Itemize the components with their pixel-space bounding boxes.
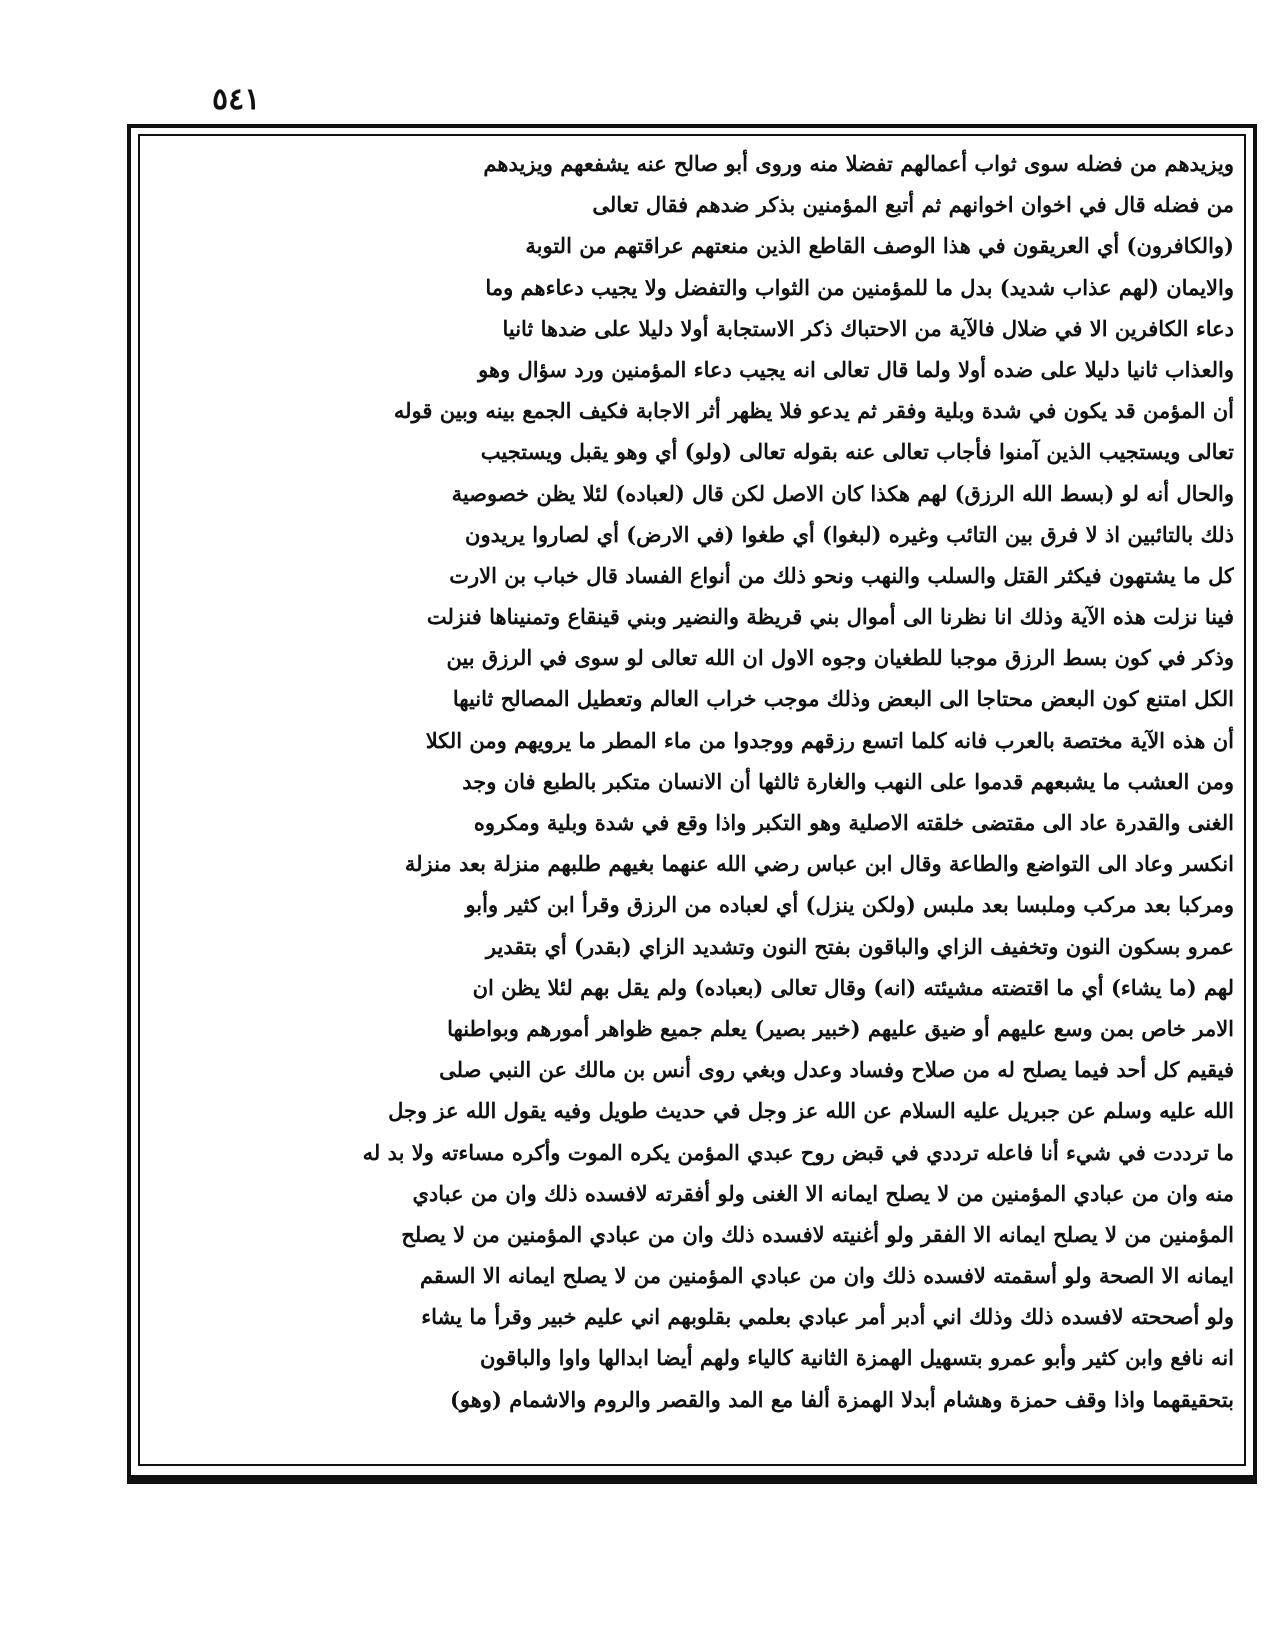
text-line: ومن العشب ما يشبعهم قدموا على النهب والغارة ثالثها أن الانسان متكبر بالطبع فان وجد bbox=[462, 768, 1234, 794]
text-line: الكل امتنع كون البعض محتاجا الى البعض وذلك موجب خراب العالم وتعطيل المصالح ثانيها bbox=[452, 686, 1234, 712]
text-line: الغنى والقدرة عاد الى مقتضى خلقته الاصلية وهو التكبر واذا وقع في شدة وبلية ومكروه bbox=[473, 810, 1234, 835]
text-line: والعذاب ثانيا دليلا على ضده أولا ولما قال تعالى انه يجيب دعاء المؤمنين ورد سؤال وهو bbox=[478, 356, 1234, 382]
text-line: الله عليه وسلم عن جبريل عليه السلام عن الله عز وجل في حديث طويل وفيه يقول الله عز وجل bbox=[388, 1098, 1234, 1124]
text-line: انكسر وعاد الى التواضع والطاعة وقال ابن عباس رضي الله عنهما بغيهم طلبهم منزلة بعد منزلة bbox=[404, 851, 1234, 877]
text-line: ما ترددت في شيء أنا فاعله ترددي في قبض روح عبدي المؤمن يكره الموت وأكره مساءته ولا بد له bbox=[362, 1139, 1234, 1165]
page-number: ٥٤١ bbox=[212, 82, 261, 117]
text-line: عمرو بسكون النون وتخفيف الزاي والباقون بفتح النون وتشديد الزاي (بقدر) أي بتقدير bbox=[485, 933, 1234, 959]
text-line: ولو أصححته لافسده ذلك وذلك اني أدبر أمر عبادي بعلمي بقلوبهم اني عليم خبير وقرأ ما يشاء bbox=[421, 1304, 1234, 1330]
text-line: بتحقيقهما واذا وقف حمزة وهشام أبدلا الهمزة ألفا مع المد والقصر والروم والاشمام (وهو) bbox=[449, 1386, 1234, 1412]
body-text bbox=[150, 143, 1234, 1461]
text-line: ذلك بالتائبين اذ لا فرق بين التائب وغيره (لبغوا) أي طغوا (في الارض) أي لصاروا يريدون bbox=[465, 521, 1234, 547]
text-line: تعالى ويستجيب الذين آمنوا فأجاب تعالى عنه بقوله تعالى (ولو) أي وهو يقبل ويستجيب bbox=[480, 439, 1234, 465]
text-line: والايمان (لهم عذاب شديد) بدل ما للمؤمنين من الثواب والتفضل ولا يجيب دعاءهم وما bbox=[485, 274, 1234, 300]
text-line: المؤمنين من لا يصلح ايمانه الا الفقر ولو أغنيته لافسده ذلك وان من عبادي المؤمنين من لا يصلح bbox=[401, 1221, 1234, 1247]
text-line: أن المؤمن قد يكون في شدة وبلية وفقر ثم يدعو فلا يظهر أثر الاجابة فكيف الجمع بينه وبين قوله bbox=[393, 398, 1234, 424]
text-line: دعاء الكافرين الا في ضلال فالآية من الاحتباك ذكر الاستجابة أولا دليلا على ضدها ثانيا bbox=[502, 315, 1234, 341]
text-line: والحال أنه لو (بسط الله الرزق) لهم هكذا كان الاصل لكن قال (لعباده) لئلا يظن خصوصية bbox=[451, 480, 1234, 506]
page-border-bottom-rule bbox=[127, 1475, 1257, 1484]
text-line: انه نافع وابن كثير وأبو عمرو بتسهيل الهمزة الثانية كالياء ولهم أيضا ابدالها واوا والباقون bbox=[479, 1345, 1234, 1371]
text-line: لهم (ما يشاء) أي ما اقتضته مشيئته (انه) وقال تعالى (بعباده) ولم يقل بهم لئلا يظن ان bbox=[472, 974, 1234, 1000]
text-line: فينا نزلت هذه الآية وذلك انا نظرنا الى أموال بني قريظة والنضير وبني قينقاع وتمنيناها فنزلت bbox=[426, 604, 1234, 630]
text-line: الامر خاص بمن وسع عليهم أو ضيق عليهم (خبير بصير) يعلم جميع ظواهر أمورهم وبواطنها bbox=[447, 1015, 1234, 1041]
text-line: من فضله قال في اخوان اخوانهم ثم أتبع المؤمنين بذكر ضدهم فقال تعالى bbox=[592, 192, 1234, 218]
text-line: فيقيم كل أحد فيما يصلح له من صلاح وفساد وعدل وبغي روى أنس بن مالك عن النبي صلى bbox=[439, 1057, 1234, 1083]
text-line: ومركبا بعد مركب وملبسا بعد ملبس (ولكن ينزل) أي لعباده من الرزق وقرأ ابن كثير وأبو bbox=[465, 892, 1234, 918]
text-line: ويزيدهم من فضله سوى ثواب أعمالهم تفضلا منه وروى أبو صالح عنه يشفعهم ويزيدهم bbox=[483, 151, 1234, 176]
text-line: (والكافرون) أي العريقون في هذا الوصف القاطع الذين منعتهم عراقتهم من التوبة bbox=[525, 233, 1234, 259]
text-line: أن هذه الآية مختصة بالعرب فانه كلما اتسع رزقهم ووجدوا من ماء المطر ما يرويهم ومن الكلا bbox=[425, 727, 1234, 753]
text-line: وذكر في كون بسط الرزق موجبا للطغيان وجوه الاول ان الله تعالى لو سوى في الرزق بين bbox=[446, 645, 1234, 671]
text-line: منه وان من عبادي المؤمنين من لا يصلح ايمانه الا الغنى ولو أفقرته لافسده ذلك وان من عبادي bbox=[412, 1180, 1234, 1206]
text-line: ايمانه الا الصحة ولو أسقمته لافسده ذلك وان من عبادي المؤمنين من لا يصلح ايمانه الا السقم bbox=[419, 1263, 1234, 1289]
text-line: كل ما يشتهون فيكثر القتل والسلب والنهب ونحو ذلك من أنواع الفساد قال خباب بن الارت bbox=[449, 562, 1234, 588]
